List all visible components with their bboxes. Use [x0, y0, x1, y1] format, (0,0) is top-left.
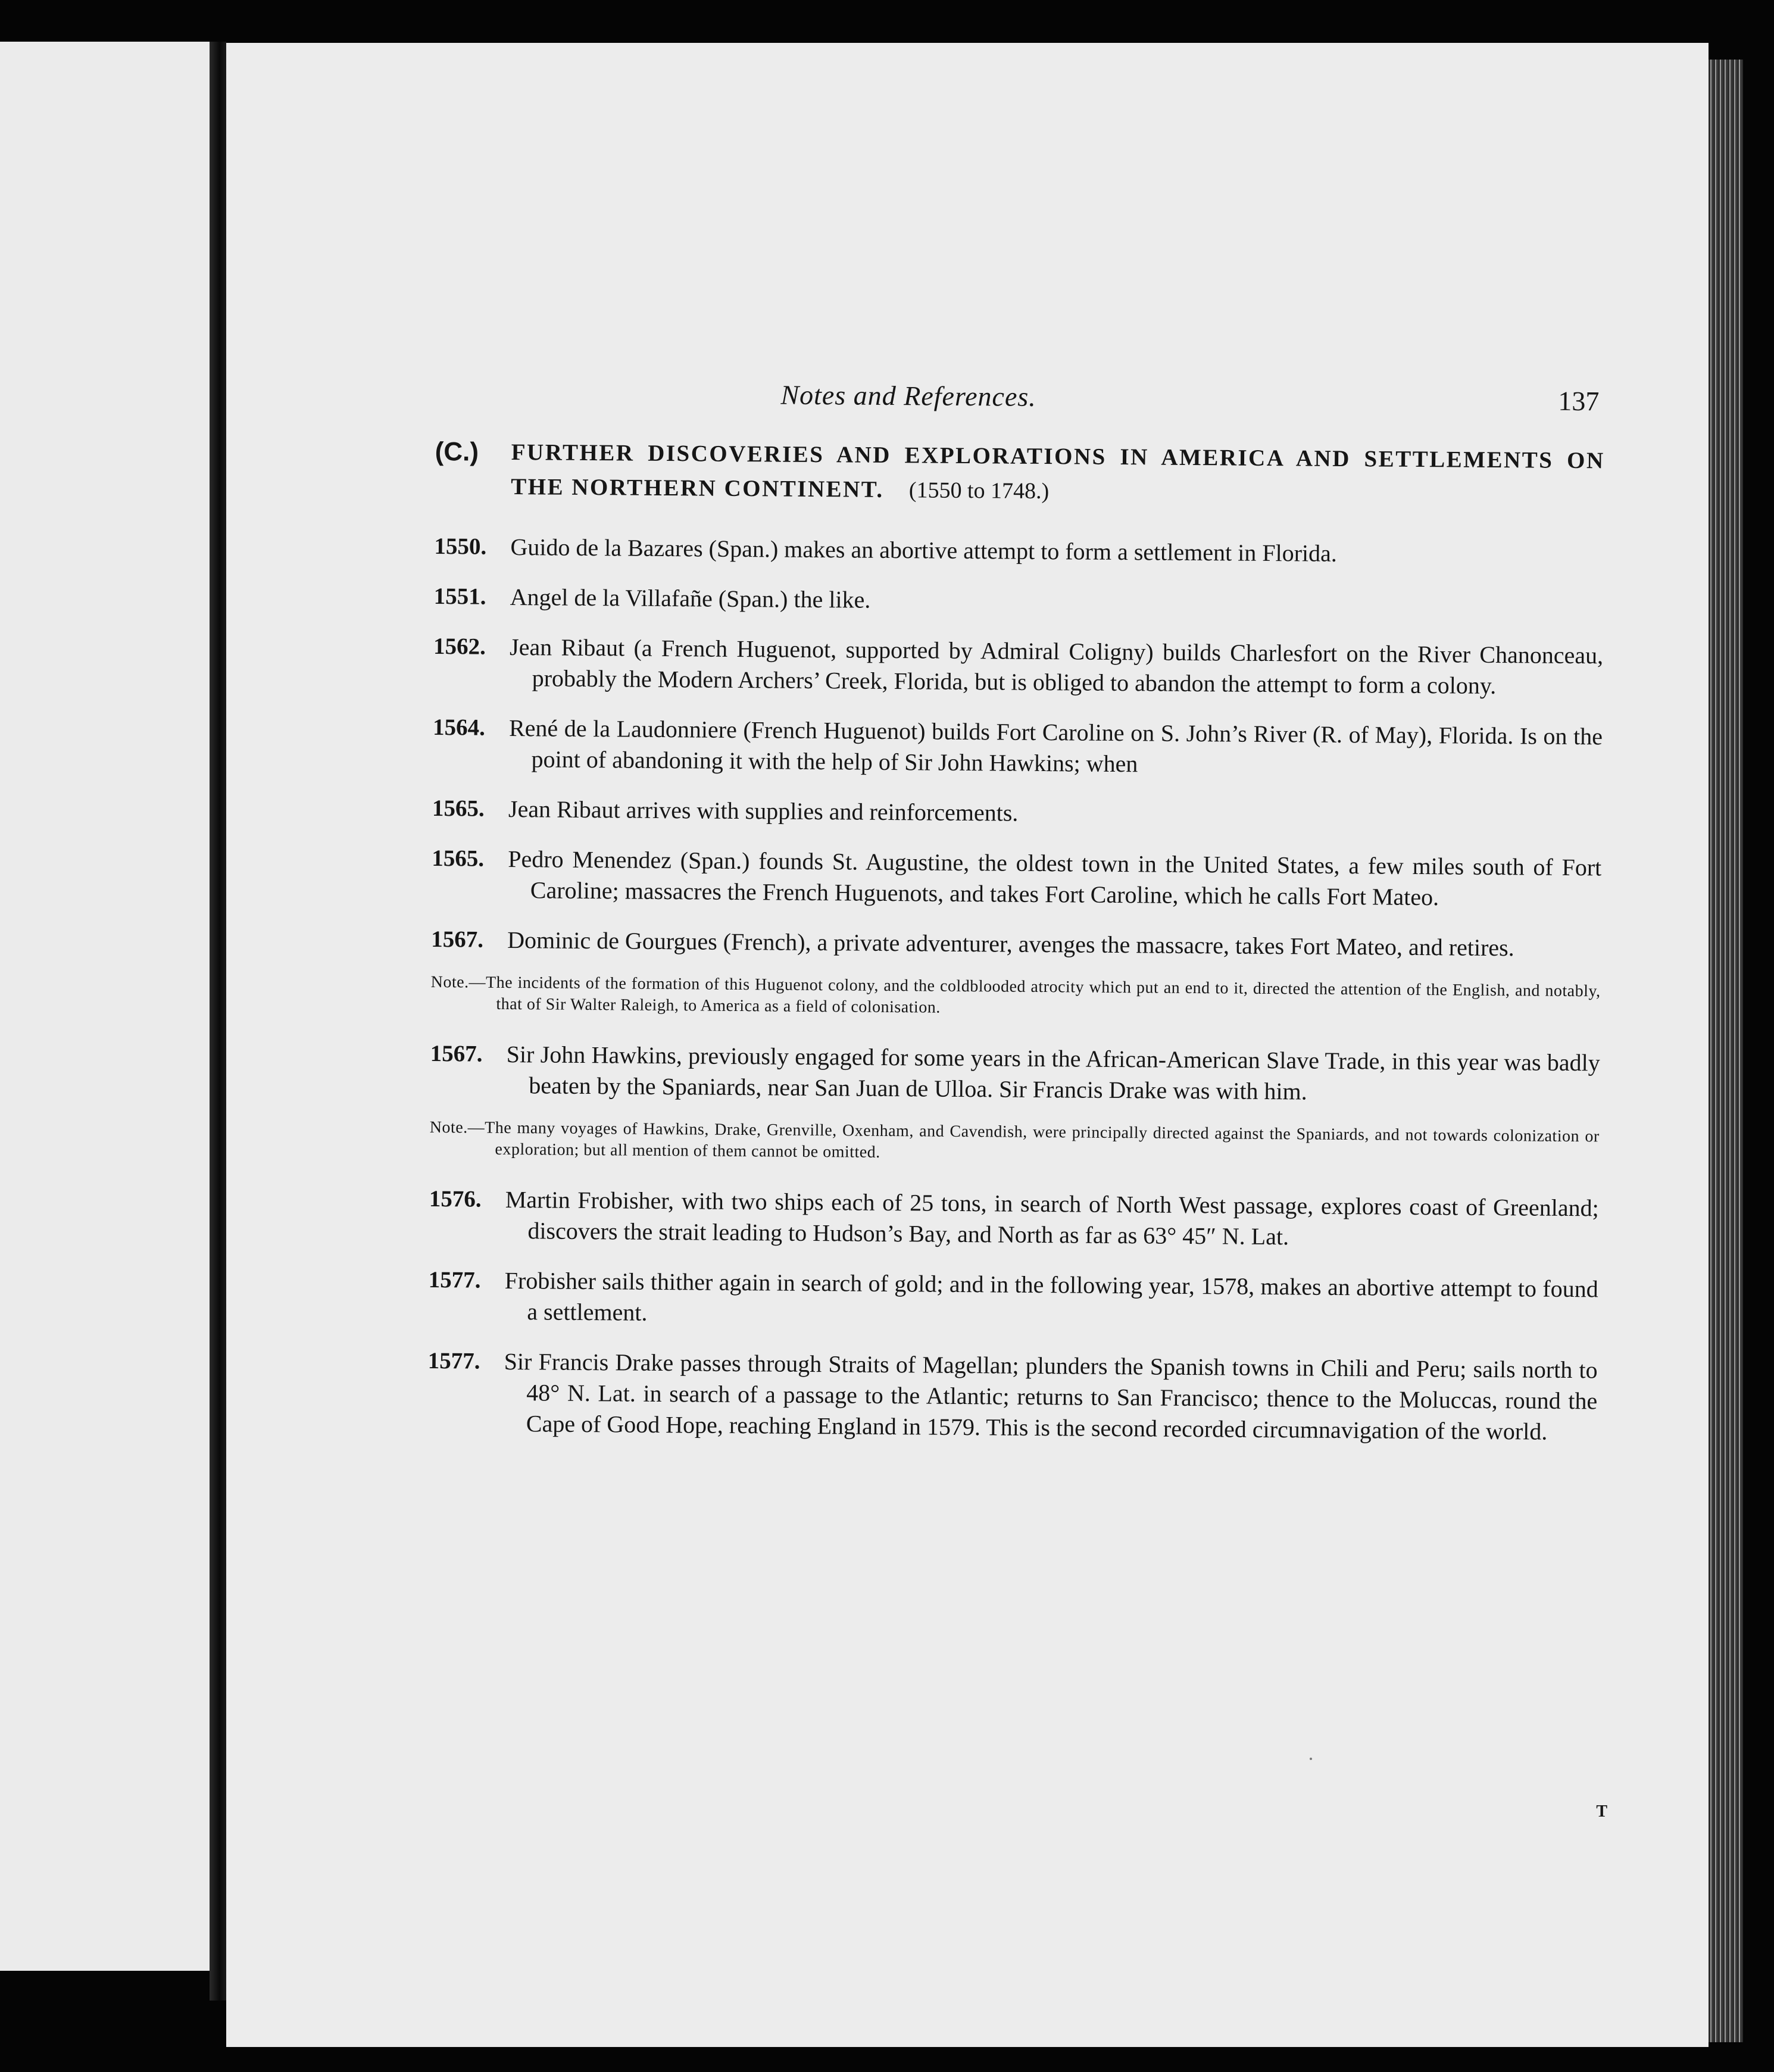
section-title: FURTHER DISCOVERIES AND EXPLORATIONS IN AMERICA AND SETTLEMENTS ON THE NORTHERN CONTINENT.	[511, 439, 1605, 503]
chronology-entry	[429, 1184, 1599, 1255]
section-label: (C.)	[435, 436, 479, 467]
entry-text: Jean Ribaut arrives with supplies and reinforcements.	[508, 795, 1019, 826]
entry-text: René de la Laudonniere (French Huguenot) builds Fort Caroline on S. John’s River (R. of May), Florida. Is on the point of abandoning it with the help of Sir John Hawkins; when	[508, 714, 1603, 778]
chronology-entry	[432, 793, 1602, 833]
chronology-entry	[432, 843, 1602, 914]
entry-year: 1565.	[432, 845, 485, 872]
entry-text: Guido de la Bazares (Span.) makes an abortive attempt to form a settlement in Florida.	[510, 533, 1338, 567]
entry-year: 1565.	[432, 795, 485, 822]
entry-text: Jean Ribaut (a French Huguenot, supported by Admiral Coligny) builds Charlesfort on the River Chanonceau, probably the Modern Archers’ Creek, Florida, but is obliged to abandon the attempt to form a colony.	[509, 633, 1604, 700]
entry-year: 1550.	[434, 533, 487, 560]
entry-year: 1551.	[433, 583, 486, 610]
note-text: Note.—The incidents of the formation of this Huguenot colony, and the coldblooded atrocity which put an end to it, directed the attention of the English, and notably, that of Sir Walter Raleigh, to America as a field of colonisation.	[430, 972, 1601, 1017]
entry-year: 1562.	[433, 633, 486, 660]
entry-text: Martin Frobisher, with two ships each of 25 tons, in search of North West passage, explores coast of Greenland; discovers the strait leading to Hudson’s Bay, and North as far as 63° 45″ N. Lat.	[505, 1185, 1599, 1250]
section-title-block	[511, 435, 1605, 513]
chronology-entry	[433, 631, 1604, 702]
footnote	[429, 1117, 1600, 1169]
entry-year: 1567.	[430, 1040, 483, 1067]
entry-year: 1576.	[429, 1185, 482, 1212]
chronology-entry	[431, 924, 1601, 964]
page-content	[427, 352, 1606, 1466]
entry-year: 1577.	[427, 1347, 480, 1374]
entry-year: 1577.	[428, 1266, 481, 1293]
chronology-list	[427, 531, 1604, 1447]
section-date-range: (1550 to 1748.)	[908, 478, 1050, 504]
entry-text: Dominic de Gourgues (French), a private adventurer, avenges the massacre, takes Fort Mateo, and retires.	[507, 926, 1514, 962]
page-number: 137	[1558, 385, 1600, 417]
entry-text: Pedro Menendez (Span.) founds St. Augustine, the oldest town in the United States, a few miles south of Fort Caroline; massacres the French Huguenots, and takes Fort Caroline, which he calls Fort Mateo.	[508, 845, 1602, 911]
chronology-entry	[430, 1038, 1600, 1109]
signature-mark: T	[1596, 1802, 1607, 1821]
note-text: Note.—The many voyages of Hawkins, Drake, Grenville, Oxenham, and Cavendish, were principally directed against the Spaniards, and not towards colonization or exploration; but all mention of them cannot be omitted.	[429, 1118, 1600, 1162]
footnote	[430, 972, 1601, 1023]
chronology-entry	[434, 531, 1604, 571]
entry-year: 1567.	[431, 926, 484, 953]
note-label: Note.—	[430, 972, 486, 992]
chronology-entry	[432, 712, 1603, 783]
paper-speck	[1310, 1758, 1312, 1760]
entry-text: Sir Francis Drake passes through Straits of Magellan; plunders the Spanish towns in Chili and Peru; sails north to 48° N. Lat. in search of a passage to the Atlantic; returns to San Francisco; thence to the Moluccas, round the Cape of Good Hope, reaching England in 1579. This is the second recorded circumnavigation of the world.	[504, 1347, 1598, 1445]
entry-text: Angel de la Villafañe (Span.) the like.	[510, 583, 871, 613]
book-page	[226, 43, 1709, 2047]
running-head	[435, 352, 1606, 421]
entry-text: Sir John Hawkins, previously engaged for some years in the African-American Slave Trade, in this year was badly beaten by the Spaniards, near San Juan de Ulloa. Sir Francis Drake was with him.	[506, 1040, 1600, 1105]
entry-year: 1564.	[432, 714, 485, 741]
left-facing-page	[0, 42, 212, 1971]
note-label: Note.—	[429, 1118, 485, 1137]
chronology-entry	[427, 1346, 1598, 1447]
chronology-entry	[428, 1265, 1598, 1335]
chronology-entry	[434, 581, 1604, 621]
entry-text: Frobisher sails thither again in search of gold; and in the following year, 1578, makes an abortive attempt to found a settlement.	[504, 1266, 1598, 1326]
running-title: Notes and References.	[780, 379, 1036, 412]
section-heading	[435, 435, 1605, 513]
book-gutter	[210, 42, 226, 2001]
page-edges	[1709, 60, 1743, 2042]
